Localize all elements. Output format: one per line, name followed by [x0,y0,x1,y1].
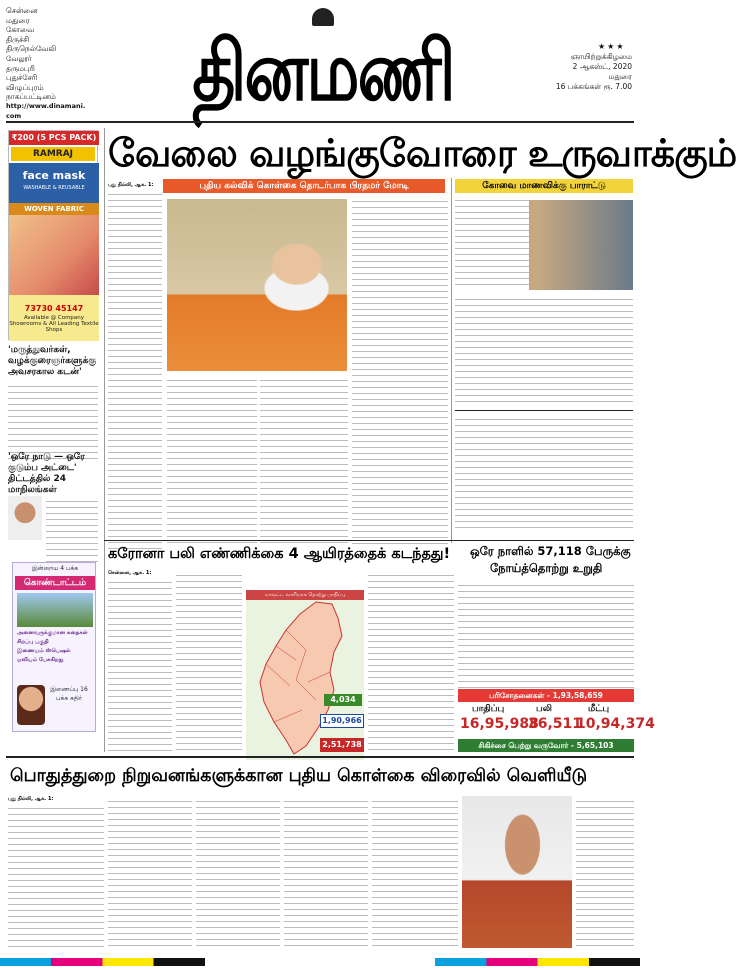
logo-text: தினமணி [192,23,454,120]
k-list [17,629,93,665]
bottom-divider [6,756,634,758]
total-stat: 1,90,966 [320,714,364,728]
edition-stars: ★★★ [598,42,626,51]
lead-story-col1 [108,182,162,548]
covid-treatment-bar: சிகிச்சை பெற்று வருவோர் - 5,65,103 [458,739,634,752]
temple-image [17,593,93,627]
k-foot-text: இணைப்பு 16 பக்க கதிர் [50,686,88,702]
dateline: சென்னை, ஆக. 1: [108,570,152,576]
covid-stat-labels [458,704,634,716]
ad-brand: RAMRAJ [11,147,95,161]
left-story-2[interactable] [8,452,98,496]
edition-item: வேலூர் [6,53,32,63]
dateline: புது தில்லி, ஆக. 1: [8,796,54,802]
actress-photo [17,685,45,725]
edition-item: புதுச்சேரி [6,73,38,83]
edition-item: விழுப்புரம் [6,82,44,92]
edition-item: சென்னை [6,6,38,15]
edition-item: திருச்சி [6,34,30,44]
k-title: கொண்டாட்டம் [15,576,95,590]
kovai-heading[interactable]: கோவை மாணவிக்கு பாராட்டு [455,179,633,193]
left-column-rule [104,128,105,752]
tested-stat: 2,51,738 [320,738,364,752]
edition-item: கோவை [6,25,35,35]
issue-info [540,52,632,92]
k-top: இன்றைய 4 பக்க [31,565,79,572]
right-story [455,414,633,532]
main-subheadline: புதிய கல்விக் கொள்கை தொடர்பாக பிரதமர் மோடி [163,179,445,193]
minister-photo [8,496,42,540]
ad-price: ₹200 (5 PCS PACK) [9,131,99,145]
kovai-divider [455,410,633,411]
ad-product-name: face mask [22,169,86,182]
ad-contact [9,295,99,341]
edition-item: திருநெல்வேலி [6,44,57,54]
kovai-story-body [455,195,529,290]
bottom-col1 [8,796,104,951]
edition-item: நாகப்பட்டினம் [6,92,56,102]
k-item: சிறப்பு பகுதி [17,639,49,645]
ad-photo [9,215,99,295]
covid-headline-2[interactable]: நோய்த்தொற்று உறுதி [490,561,603,575]
bottom-col5 [372,796,458,951]
ad-availability: Available @ Company Showrooms & All Leading Textile Shops [9,315,99,333]
bottom-col6 [576,796,634,951]
masthead-divider [6,121,634,123]
corona-headline[interactable]: கரோனா பலி எண்ணிக்கை 4 ஆயிரத்தைக் கடந்தது! [108,546,451,562]
label-recovered: மீட்பு [588,704,610,714]
value-deaths: 36,511 [528,716,583,732]
bottom-col3 [196,796,280,951]
corona-col1 [108,570,172,752]
deaths-stat: 4,034 [324,694,362,706]
story-body [46,496,98,566]
print-marks [0,958,640,966]
bottom-headline[interactable]: பொதுத்துறை நிறுவனங்களுக்கான புதிய கொள்கை விரைவில் வெளியீடு [10,766,588,786]
value-affected: 16,95,988 [460,716,539,732]
corona-col3 [368,570,454,752]
dateline: புது தில்லி, ஆக. 1: [108,182,154,188]
k-item: ஓவியம் பேசுகிறது [17,657,64,663]
map-outline [246,590,364,760]
edition-item: தருமபுரி [6,63,35,73]
covid-body [458,580,634,688]
k-foot [17,681,93,729]
covid-headline-1[interactable]: ஒரே நாளில் 57,118 பேருக்கு [470,544,631,558]
bottom-col2 [108,796,192,951]
lead-story-col4 [352,196,448,546]
website-link[interactable]: http://www.dinamani.com [6,101,86,120]
label-affected: பாதிப்பு [472,704,505,714]
ad-fabric: WOVEN FABRIC [9,203,99,215]
k-item: அனைவருக்குமான கதைகள் [17,630,88,636]
story-title: 'ஒரே நாடு — ஒரே குடும்ப அட்டை' திட்டத்தில் 24 மாநிலங்கள் [8,452,85,495]
value-recovered: 10,94,374 [576,716,655,732]
ad-phone: 73730 45147 [24,304,84,313]
issue-day: ஞாயிற்றுக்கிழமை [570,52,632,61]
lead-story-col2 [167,375,257,545]
kondattam-supplement-ad[interactable] [12,562,96,732]
k-item: இணையம் ஸ்பெஷல் [17,648,71,654]
left-story-1[interactable] [8,345,98,461]
story-body [8,381,98,461]
edition-item: மதுரை [6,15,30,25]
modi-photo [167,199,347,371]
main-headline[interactable]: வேலை வழங்குவோரை உருவாக்கும் [108,131,736,175]
label-deaths: பலி [536,704,552,714]
finance-minister-photo [462,796,572,948]
story-title: 'மருத்துவர்கள், வழக்குரைஞர்களுக்கு அவசரகால கடன்' [8,345,97,377]
issue-pages-price: 16 பக்கங்கள் ரூ. 7.00 [555,82,632,91]
edition-list [6,6,86,121]
covid-tested-bar: பரிசோதனைகள் - 1,93,58,659 [458,689,634,702]
kovai-story-more [455,294,633,404]
section-divider [104,540,634,541]
issue-city: மதுரை [608,72,632,81]
map-legend: மாவட்ட வாரியாக தொற்று பாதிப்பு [246,590,364,600]
masthead-logo [178,4,468,120]
right-column-rule [451,178,452,543]
lead-story-col3 [260,375,348,545]
ad-product-sub: WASHABLE & REUSABLE [23,185,85,191]
covid-stat-values [458,716,655,738]
ramraj-mask-ad[interactable] [8,130,98,340]
tamilnadu-map [246,590,364,760]
bottom-col4 [284,796,368,951]
ad-product [9,163,99,203]
corona-col2 [176,570,242,752]
issue-date: 2 ஆகஸ்ட், 2020 [572,62,632,71]
